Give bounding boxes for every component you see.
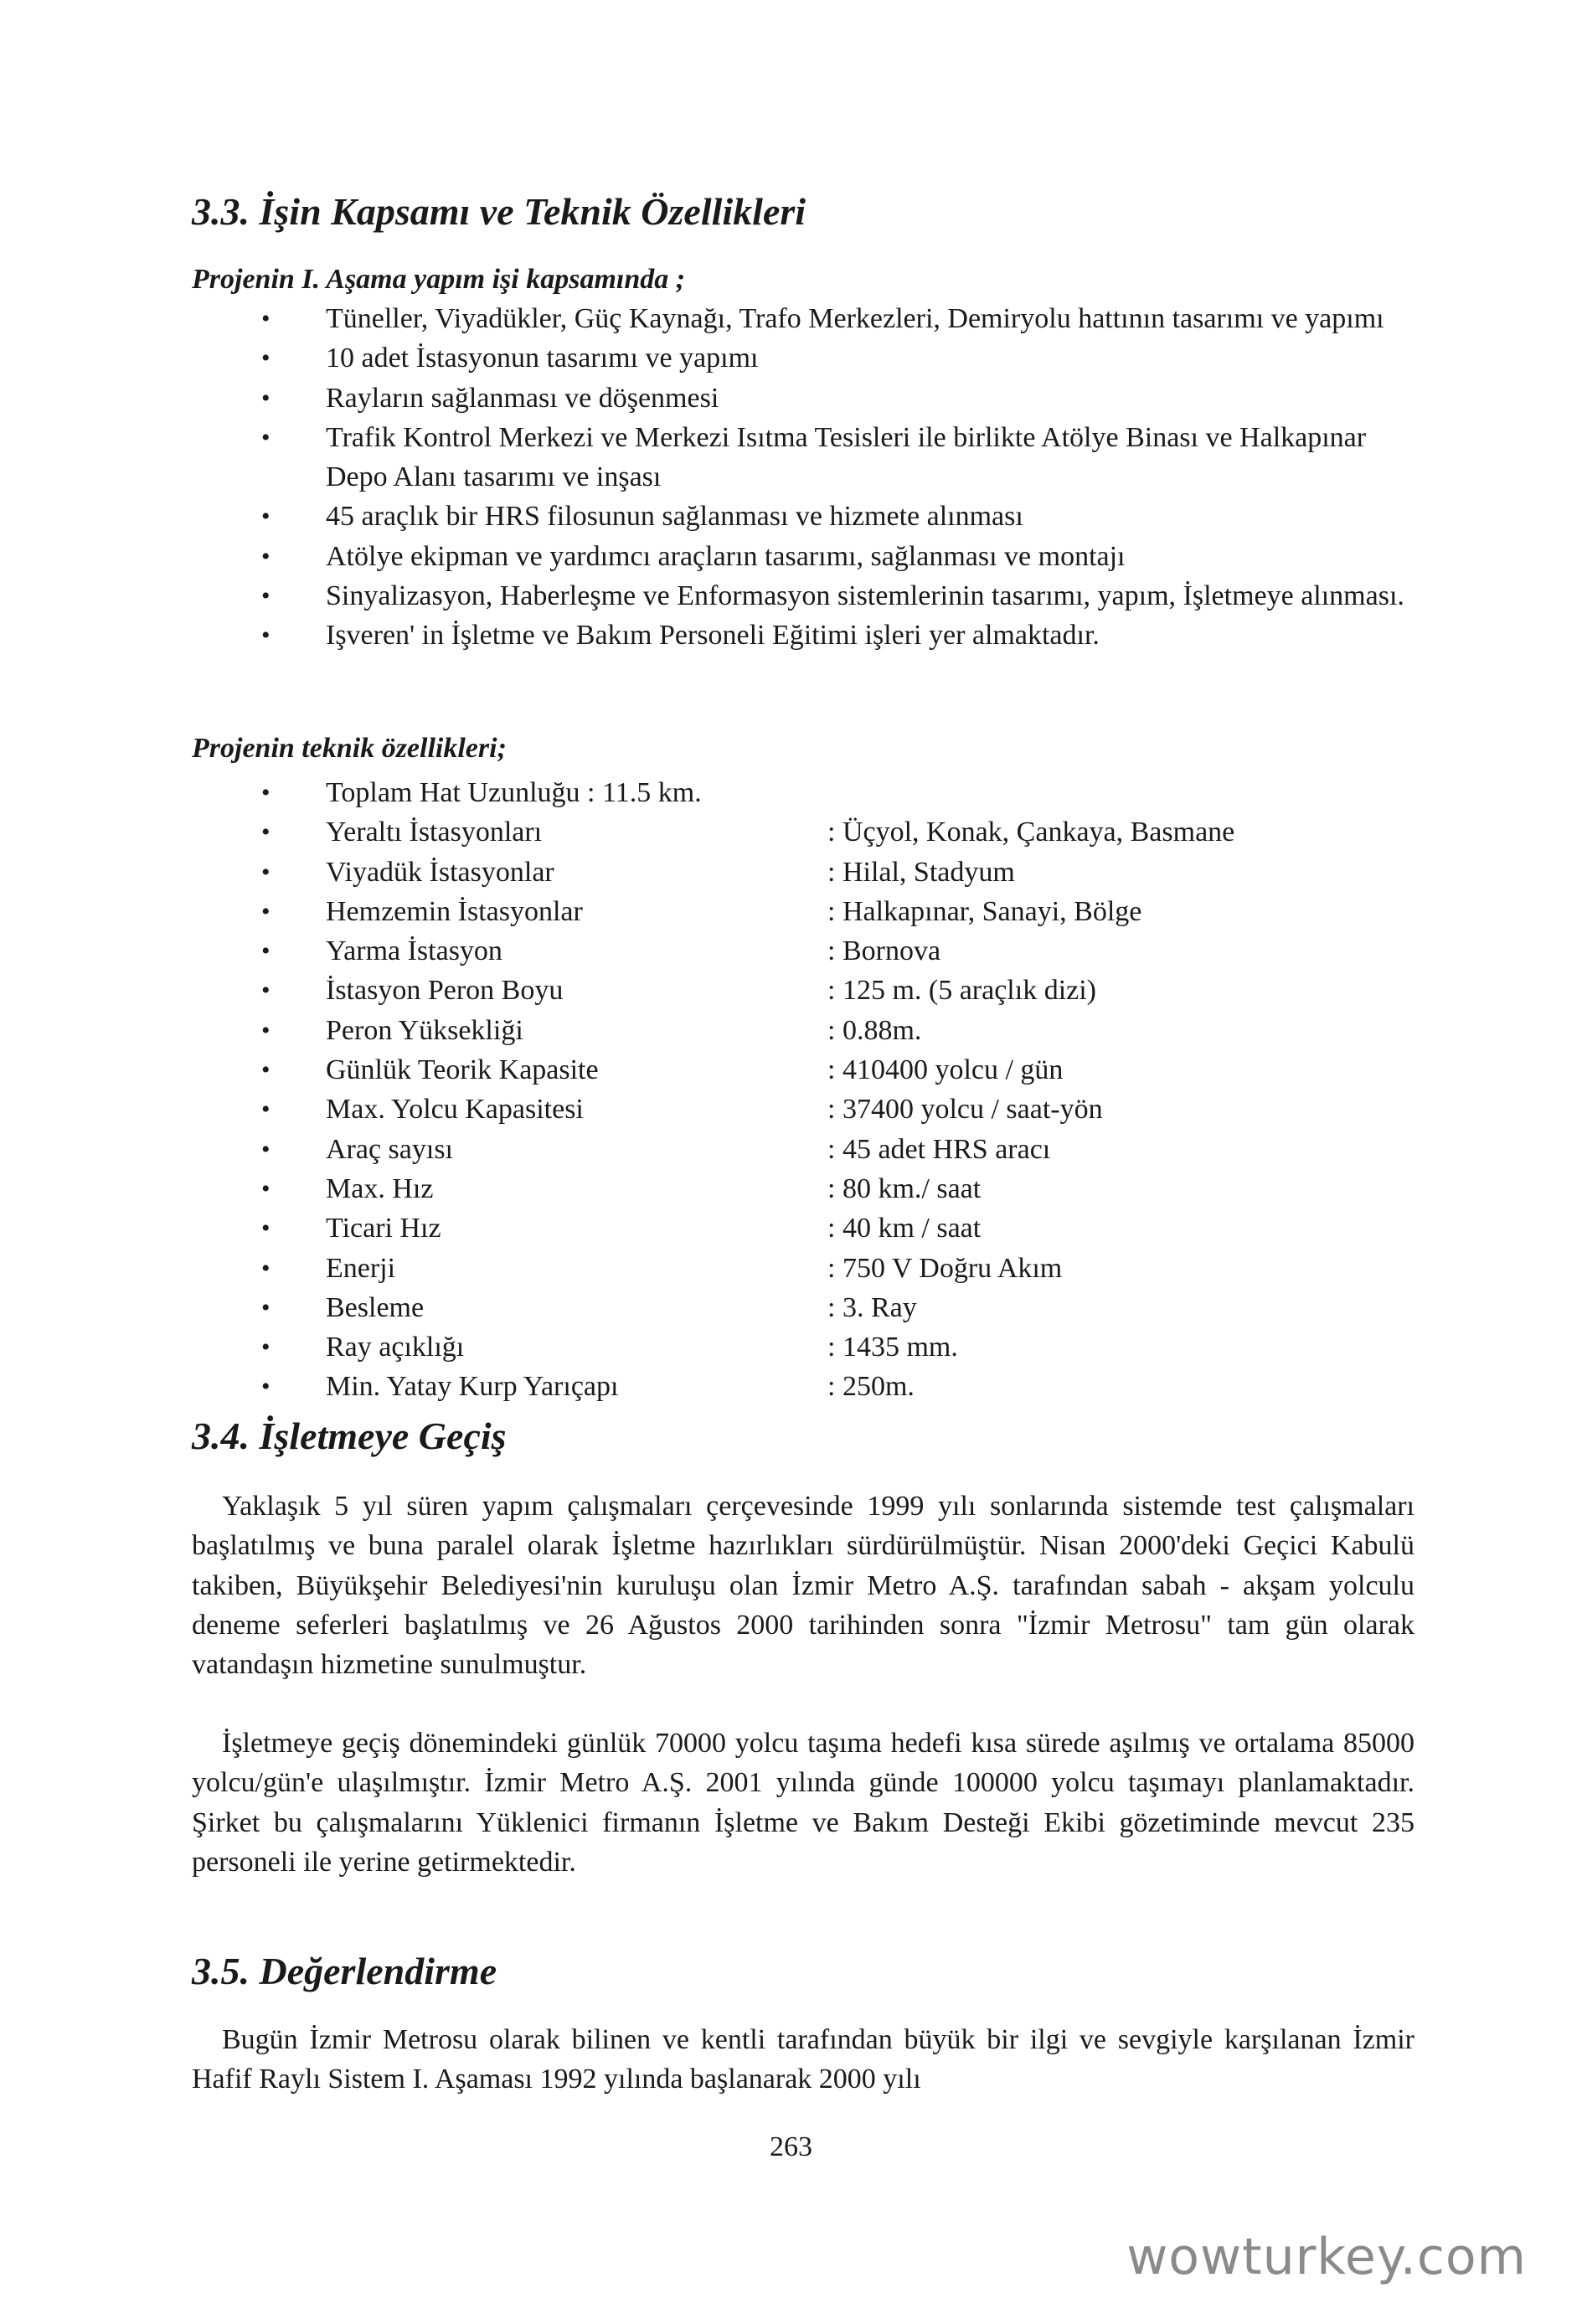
spec-label: İstasyon Peron Boyu	[326, 975, 564, 1007]
spec-label: Günlük Teorik Kapasite	[326, 1054, 599, 1086]
bullet-icon: •	[261, 1016, 271, 1044]
spec-label: Yarma İstasyon	[326, 935, 502, 967]
list-item: • Rayların sağlanması ve döşenmesi	[0, 379, 1416, 418]
spec-row	[0, 1288, 917, 1327]
spec-value: : 125 m. (5 araçlık dizi)	[827, 975, 1097, 1007]
spec-label: Max. Hız	[326, 1172, 434, 1204]
spec-row	[0, 1169, 982, 1208]
bullet-icon: •	[261, 582, 271, 611]
spec-value: : Hilal, Stadyum	[827, 856, 1015, 888]
spec-value: : 37400 yolcu / saat-yön	[827, 1094, 1103, 1126]
list-item: • Tüneller, Viyadükler, Güç Kaynağı, Trafo Merkezleri, Demiryolu hattının tasarımı ve yapımı	[0, 299, 1416, 338]
bullet-icon: •	[261, 423, 271, 451]
spec-row	[0, 1050, 1064, 1090]
spec-row	[0, 892, 1142, 931]
page-number: 263	[770, 2131, 812, 2162]
spec-value: : 45 adet HRS aracı	[827, 1133, 1051, 1165]
spec-label: Max. Yolcu Kapasitesi	[326, 1094, 584, 1126]
spec-label: Toplam Hat Uzunluğu : 11.5 km.	[326, 777, 702, 808]
bullet-icon: •	[261, 1373, 271, 1401]
bullet-icon: •	[261, 1214, 271, 1243]
list-item: • Sinyalizasyon, Haberleşme ve Enformasyon sistemlerinin tasarımı, yapım, İşletmeye alınması.	[0, 576, 1416, 616]
paragraph: Bugün İzmir Metrosu olarak bilinen ve kentli tarafından büyük bir ilgi ve sevgiyle karşılanan İzmir Hafif Raylı Sistem I. Aşaması 1992 yılında başlanarak 2000 yılı	[192, 2024, 1415, 2095]
spec-label: Peron Yüksekliği	[326, 1014, 523, 1046]
list-item: • Işveren' in İşletme ve Bakım Personeli Eğitimi işleri yer almaktadır.	[0, 616, 1416, 655]
bullet-icon: •	[261, 818, 271, 847]
bullet-icon: •	[261, 976, 271, 1005]
specs-heading: Projenin teknik özellikleri;	[192, 733, 507, 764]
section-3-4-title: 3.4. İşletmeye Geçiş	[192, 1414, 507, 1457]
bullet-icon: •	[261, 1095, 271, 1124]
spec-row	[0, 812, 1235, 852]
spec-row	[0, 1090, 1103, 1129]
scope-list	[0, 299, 1416, 656]
spec-row	[0, 1327, 958, 1367]
spec-label: Ray açıklığı	[326, 1332, 465, 1363]
spec-row	[0, 1011, 922, 1050]
section-3-5-title: 3.5. Değerlendirme	[192, 1950, 497, 1992]
spec-value: : 40 km / saat	[827, 1213, 982, 1244]
bullet-icon: •	[261, 897, 271, 925]
spec-value: : 410400 yolcu / gün	[827, 1054, 1064, 1086]
spec-value: : 3. Ray	[827, 1291, 917, 1323]
bullet-icon: •	[261, 1174, 271, 1203]
bullet-icon: •	[261, 779, 271, 806]
list-item: • 45 araçlık bir HRS filosunun sağlanması ve hizmete alınması	[0, 497, 1416, 536]
bullet-icon: •	[261, 1254, 271, 1282]
spec-value: : Halkapınar, Sanayi, Bölge	[827, 895, 1142, 927]
spec-row	[0, 1208, 982, 1248]
bullet-icon: •	[261, 502, 271, 531]
bullet-icon: •	[261, 344, 271, 373]
spec-value: : 80 km./ saat	[827, 1172, 982, 1204]
spec-label: Min. Yatay Kurp Yarıçapı	[326, 1371, 619, 1403]
bullet-icon: •	[261, 542, 271, 570]
spec-row	[0, 971, 1097, 1010]
spec-row	[0, 1130, 1051, 1169]
spec-row	[0, 1367, 915, 1406]
bullet-icon: •	[261, 937, 271, 966]
spec-value: : 0.88m.	[827, 1014, 922, 1046]
list-item: • Atölye ekipman ve yardımcı araçların tasarımı, sağlanması ve montajı	[0, 537, 1416, 576]
spec-value: : 750 V Doğru Akım	[827, 1252, 1063, 1284]
paragraph: İşletmeye geçiş dönemindeki günlük 70000 yolcu taşıma hedefi kısa sürede aşılmış ve ortalama 85000 yolcu/gün'e ulaşılmıştır. İzmir Metro A.Ş. 2001 yılında günde 100000 yolcu taşımayı planlamaktadır. Şirket bu çalışmalarını Yüklenici firmanın İşletme ve Bakım Desteği Ekibi gözetiminde mevcut 235 personeli ile yerine getirmektedir.	[192, 1728, 1415, 1878]
spec-row	[0, 773, 702, 812]
section-3-3-title: 3.3. İşin Kapsamı ve Teknik Özellikleri	[192, 190, 806, 233]
spec-row	[0, 931, 941, 971]
bullet-icon: •	[261, 1293, 271, 1322]
spec-row	[0, 1249, 1063, 1288]
spec-value: : 250m.	[827, 1371, 915, 1403]
spec-value: : 1435 mm.	[827, 1332, 958, 1363]
bullet-icon: •	[261, 621, 271, 650]
scope-heading: Projenin I. Aşama yapım işi kapsamında ;	[192, 264, 686, 295]
list-item: • Trafik Kontrol Merkezi ve Merkezi Isıtma Tesisleri ile birlikte Atölye Binası ve Halkapınar Depo Alanı tasarımı ve inşası	[0, 418, 1416, 497]
spec-label: Araç sayısı	[326, 1133, 454, 1165]
list-item: • 10 adet İstasyonun tasarımı ve yapımı	[0, 338, 1416, 378]
spec-label: Yeraltı İstasyonları	[326, 817, 543, 848]
paragraph: Yaklaşık 5 yıl süren yapım çalışmaları çerçevesinde 1999 yılı sonlarında sistemde test çalışmaları başlatılmış ve buna paralel olarak İşletme hazırlıkları sürdürülmüştür. Nisan 2000'deki Geçici Kabulü takiben, Büyükşehir Belediyesi'nin kuruluşu olan İzmir Metro A.Ş. tarafından sabah - akşam yolculu deneme seferleri başlatılmış ve 26 Ağustos 2000 tarihinden sonra "İzmir Metrosu" tam gün olarak vatandaşın hizmetine sunulmuştur.	[192, 1491, 1415, 1681]
bullet-icon: •	[261, 384, 271, 412]
watermark: wowturkey.com	[1126, 2228, 1527, 2286]
bullet-icon: •	[261, 1056, 271, 1085]
spec-value: : Bornova	[827, 935, 941, 967]
spec-label: Ticari Hız	[326, 1213, 441, 1244]
bullet-icon: •	[261, 1135, 271, 1163]
spec-label: Hemzemin İstasyonlar	[326, 895, 583, 927]
bullet-icon: •	[261, 858, 271, 886]
specs-list	[0, 773, 1235, 1407]
spec-label: Enerji	[326, 1252, 396, 1284]
spec-label: Besleme	[326, 1291, 425, 1323]
bullet-icon: •	[261, 305, 271, 332]
spec-row	[0, 853, 1015, 892]
spec-label: Viyadük İstasyonlar	[326, 856, 554, 888]
spec-value: : Üçyol, Konak, Çankaya, Basmane	[827, 817, 1235, 848]
bullet-icon: •	[261, 1333, 271, 1362]
